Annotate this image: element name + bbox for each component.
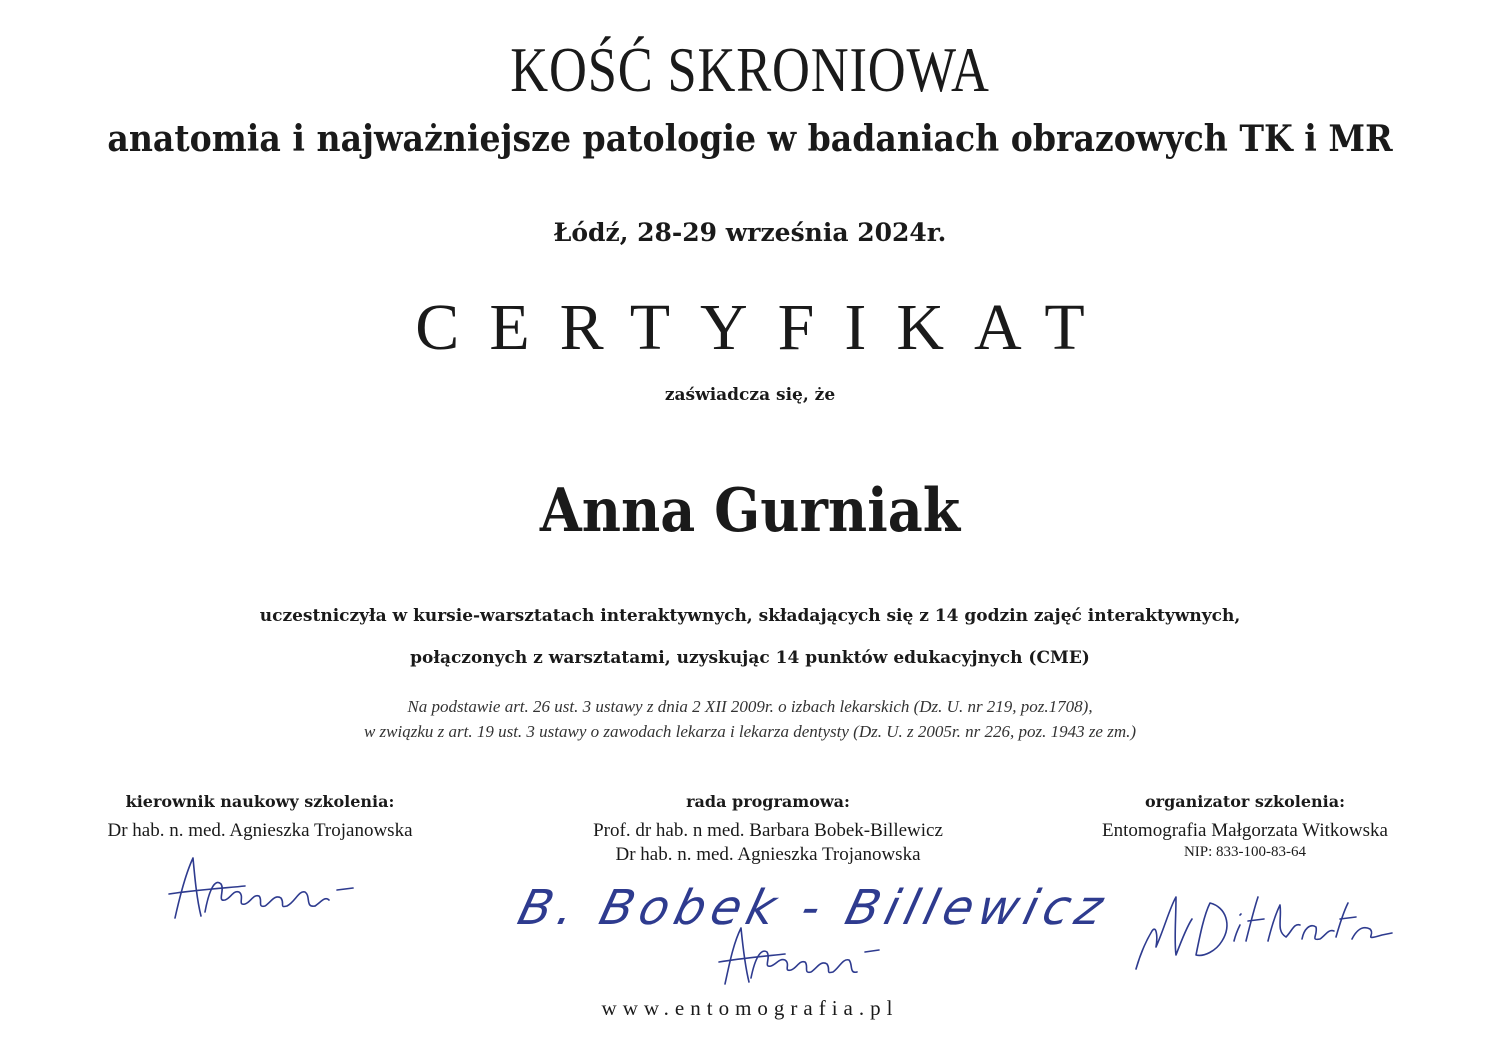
signature-trojanowska-middle (715, 922, 885, 992)
course-date-location: Łódź, 28-29 września 2024r. (553, 218, 947, 247)
signatory-name: Entomografia Małgorzata Witkowska (1102, 819, 1388, 841)
signatory-program-board (538, 792, 998, 868)
participation-text-line-2: połączonych z warsztatami, uzyskując 14 punktów edukacyjnych (CME) (410, 648, 1090, 668)
legal-basis-line-1: Na podstawie art. 26 ust. 3 ustawy z dnia 2 XII 2009r. o izbach lekarskich (Dz. U. nr 219, poz.1708), (407, 697, 1093, 716)
signature-trojanowska-left (165, 850, 365, 930)
signatory-role: kierownik naukowy szkolenia: (125, 792, 395, 811)
recipient-name: Anna Gurniak (539, 476, 961, 546)
signature-witkowska (1130, 885, 1400, 985)
course-subtitle: anatomia i najważniejsze patologie w badaniach obrazowych TK i MR (107, 118, 1393, 160)
legal-basis-line-2: w związku z art. 19 ust. 3 ustawy o zawodach lekarza i lekarza dentysty (Dz. U. z 2005r. nr 226, poz. 1943 ze zm.) (363, 722, 1137, 741)
signatory-name: Prof. dr hab. n med. Barbara Bobek-Billewicz (593, 819, 943, 841)
participation-text-line-1: uczestniczyła w kursie-warsztatach interaktywnych, składających się z 14 godzin zajęć interaktywnych, (259, 606, 1241, 626)
signatory-role: organizator szkolenia: (1145, 792, 1345, 811)
organizer-nip: NIP: 833-100-83-64 (1183, 844, 1307, 861)
signatory-name: Dr hab. n. med. Agnieszka Trojanowska (615, 844, 921, 866)
certificate-heading: CERTYFIKAT (415, 291, 1115, 364)
course-title: KOŚĆ SKRONIOWA (510, 34, 990, 105)
organizer-website: www.entomografia.pl (601, 996, 899, 1020)
attest-line: zaświadcza się, że (664, 385, 836, 405)
signatory-role: rada programowa: (686, 792, 850, 811)
signature-handwritten-text: B. Bobek - Billewicz (512, 880, 1115, 936)
signatory-scientific-director (50, 792, 470, 843)
signatory-name: Dr hab. n. med. Agnieszka Trojanowska (107, 819, 413, 841)
signatory-organizer (1040, 792, 1450, 861)
